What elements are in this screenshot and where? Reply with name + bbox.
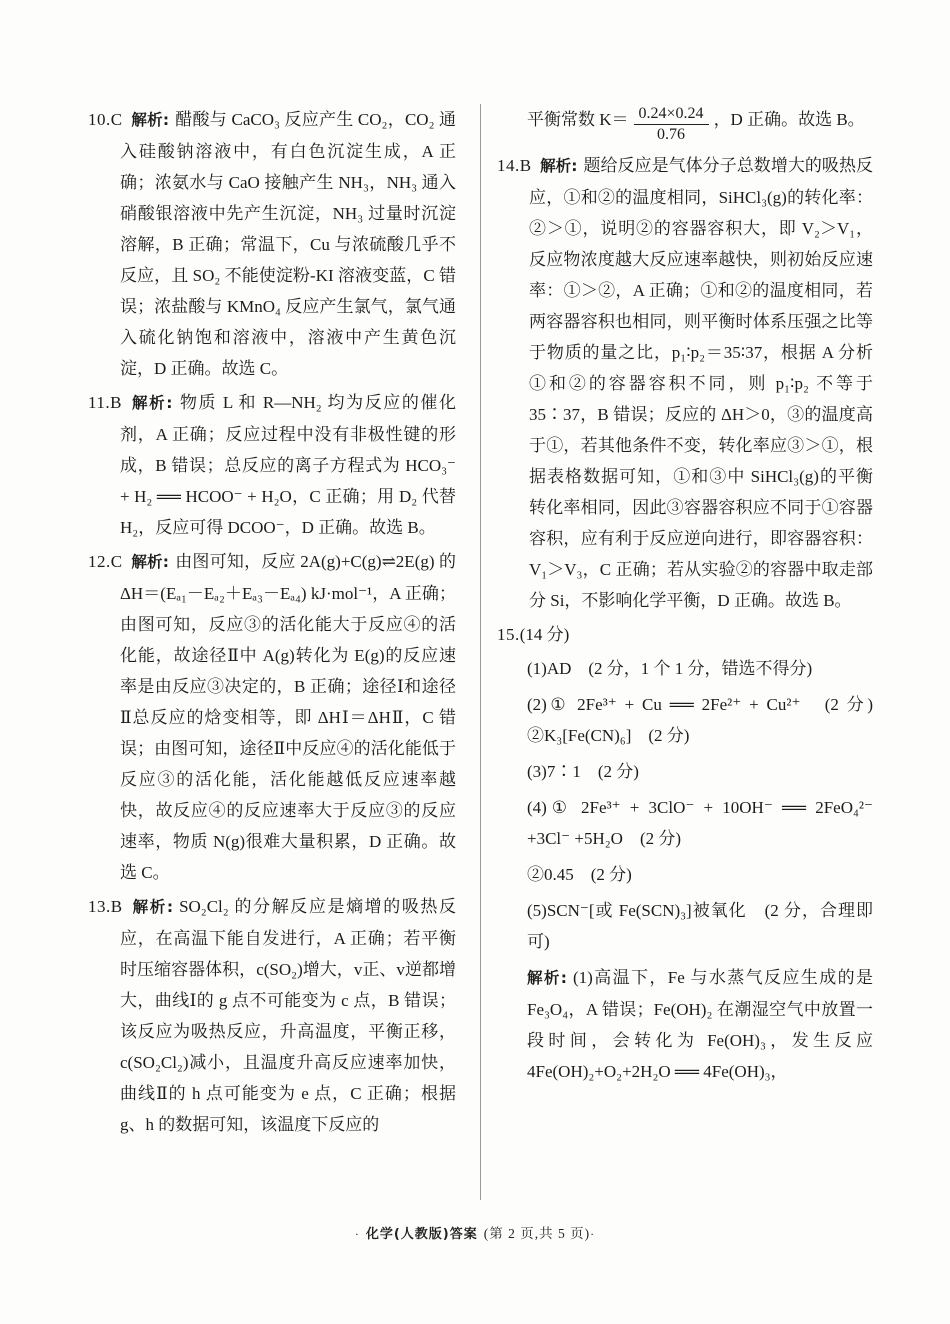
analysis-label: 解析:	[131, 553, 169, 571]
answer-15-line-5: ②0.45 (2 分)	[527, 865, 632, 885]
left-column	[88, 104, 456, 1200]
analysis-text: 醋酸与 CaCO₃ 反应产生 CO₂，CO₂ 通入硅酸钠溶液中，有白色沉淀生成，A 正确；浓氨水与 CaO 接触产生 NH₃，NH₃ 通入硝酸银溶液中先产生沉淀，NH₃ 过量时沉淀溶解，B 正确；常温下，Cu 与浓硫酸几乎不反应，且 SO₂ 不能使淀粉-KI 溶液变蓝，C 错误；浓盐酸与 KMnO₄ 反应产生氯气，氯气通入硫化钠饱和溶液中，溶液中产生黄色沉淀，D 正确。故选 C。	[120, 110, 457, 378]
question-number: 10.	[88, 110, 111, 129]
answer-15-line-4: (4)① 2Fe³⁺ + 3ClO⁻ + 10OH⁻ ══ 2FeO₄²⁻ +3Cl⁻ +5H₂O (2 分)	[527, 798, 873, 849]
footer-dot-left: ·	[354, 1227, 360, 1241]
continuation-text-pre: 平衡常数 K＝	[527, 110, 629, 129]
answer-13-continuation	[497, 104, 873, 144]
page-footer	[0, 1222, 950, 1242]
analysis-text: SO₂Cl₂ 的分解反应是熵增的吸热反应，在高温下能自发进行，A 正确；若平衡时压缩容器体积，c(SO₂)增大，v正、v逆都增大，曲线Ⅰ的 g 点不可能变为 c 点，B 错误；该反应为吸热反应，升高温度，平衡正移，c(SO₂Cl₂)减小，且温度升高反应速率加快，曲线Ⅱ的 h 点可能变为 e 点，C 正确；根据 g、h 的数据可知，该温度下反应的	[120, 897, 456, 1134]
question-number: 12.	[88, 552, 111, 571]
answer-letter: C	[110, 110, 123, 129]
analysis-text: (1)高温下，Fe 与水蒸气反应生成的是 Fe₃O₄，A 错误；Fe(OH)₂ 在潮湿空气中放置一段时间，会转化为 Fe(OH)₃，发生反应 4Fe(OH)₂+O₂+2H₂O ══ 4Fe(OH)₃，	[527, 968, 873, 1082]
question-number: 11.	[88, 393, 111, 412]
column-divider-line	[480, 104, 481, 1200]
answer-letter: C	[110, 552, 123, 571]
page-content	[88, 104, 890, 1200]
answer-15-line-1: (1)AD (2 分，1 个 1 分，错选不得分)	[527, 659, 813, 679]
answer-letter: B	[110, 393, 122, 412]
answer-15-line-2: (2)① 2Fe³⁺ + Cu ══ 2Fe²⁺ + Cu²⁺ (2 分) ②K₃[Fe(CN)₆] (2 分)	[527, 695, 890, 746]
question-points: (14 分)	[519, 625, 570, 645]
answer-item-10	[88, 104, 456, 384]
answer-15-line-6: (5)SCN⁻[或 Fe(SCN)₃]被氧化 (2 分，合理即可)	[527, 901, 873, 952]
answer-item-11	[88, 387, 456, 543]
analysis-label: 解析:	[131, 898, 174, 916]
footer-page-number: (第 2 页,共 5 页)	[483, 1226, 591, 1241]
answer-letter: B	[519, 156, 532, 176]
answer-item-13	[88, 891, 456, 1140]
question-number: 13.	[88, 897, 111, 916]
answer-item-15-header	[497, 619, 873, 650]
analysis-text: 由图可知，反应 2A(g)+C(g)⇌2E(g) 的 ΔH＝(Eₐ₁－Eₐ₂＋Eₐ₃－Eₐ₄) kJ·mol⁻¹，A 正确；由图可知，反应③的活化能大于反应④的活化能，故途径Ⅱ中 A(g)转化为 E(g)的反应速率是由反应③决定的，B 正确；途径Ⅰ和途径Ⅱ总反应的焓变相等，即 ΔHⅠ＝ΔHⅡ，C 错误；由图可知，途径Ⅱ中反应④的活化能低于反应③的活化能，活化能越低反应速率越快，故反应④的反应速率大于反应③的反应速率，物质 N(g)很难大量积累，D 正确。故选 C。	[120, 552, 456, 882]
fraction-denominator: 0.76	[634, 124, 709, 144]
answer-item-14	[497, 150, 873, 616]
right-column	[497, 104, 890, 1200]
analysis-label: 解析:	[130, 394, 173, 412]
fraction-numerator: 0.24×0.24	[638, 104, 704, 122]
equilibrium-constant-fraction	[634, 105, 709, 145]
footer-title: 化学(人教版)答案	[365, 1227, 478, 1242]
answer-15-analysis	[527, 962, 873, 1087]
answer-letter: B	[110, 897, 123, 916]
analysis-text: 题给反应是气体分子总数增大的吸热反应，①和②的温度相同，SiHCl₃(g)的转化率：②＞①，说明②的容器容积大，即 V₂＞V₁，反应物浓度越大反应速率越快，则初始反应速率：①＞②，A 正确；①和②的温度相同，若两容器容积也相同，则平衡时体系压强之比等于物质的量之比，p₁∶p₂＝35∶37，根据 A 分析①和②的容器容积不同，则 p₁∶p₂ 不等于 35∶37，B 错误；反应的 ΔH＞0，③的温度高于①，若其他条件不变，转化率应③＞①，根据表格数据可知，①和③中 SiHCl₃(g)的平衡转化率相同，因此③容器容积应不同于①容器容积，应有利于反应逆向进行，即容器容积：V₁＞V₃，C 正确；若从实验②的容器中取走部分 Si，不影响化学平衡，D 正确。故选 B。	[529, 156, 874, 611]
analysis-text: 物质 L 和 R—NH₂ 均为反应的催化剂，A 正确；反应过程中没有非极性键的形成，B 错误；总反应的离子方程式为 HCO₃⁻ + H₂ ══ HCOO⁻ + H₂O，C 正确；用 D₂ 代替 H₂，反应可得 DCOO⁻，D 正确。故选 B。	[120, 393, 456, 537]
continuation-text-post: ，D 正确。故选 B。	[713, 110, 865, 129]
question-number: 14.	[497, 156, 520, 176]
analysis-label: 解析:	[527, 969, 567, 988]
answer-15-line-3: (3)7∶1 (2 分)	[527, 762, 639, 782]
question-number: 15.	[497, 625, 520, 645]
footer-dot-right: ·	[590, 1227, 596, 1241]
analysis-label: 解析:	[131, 111, 170, 129]
analysis-label: 解析:	[540, 157, 578, 176]
answer-item-12	[88, 546, 456, 888]
